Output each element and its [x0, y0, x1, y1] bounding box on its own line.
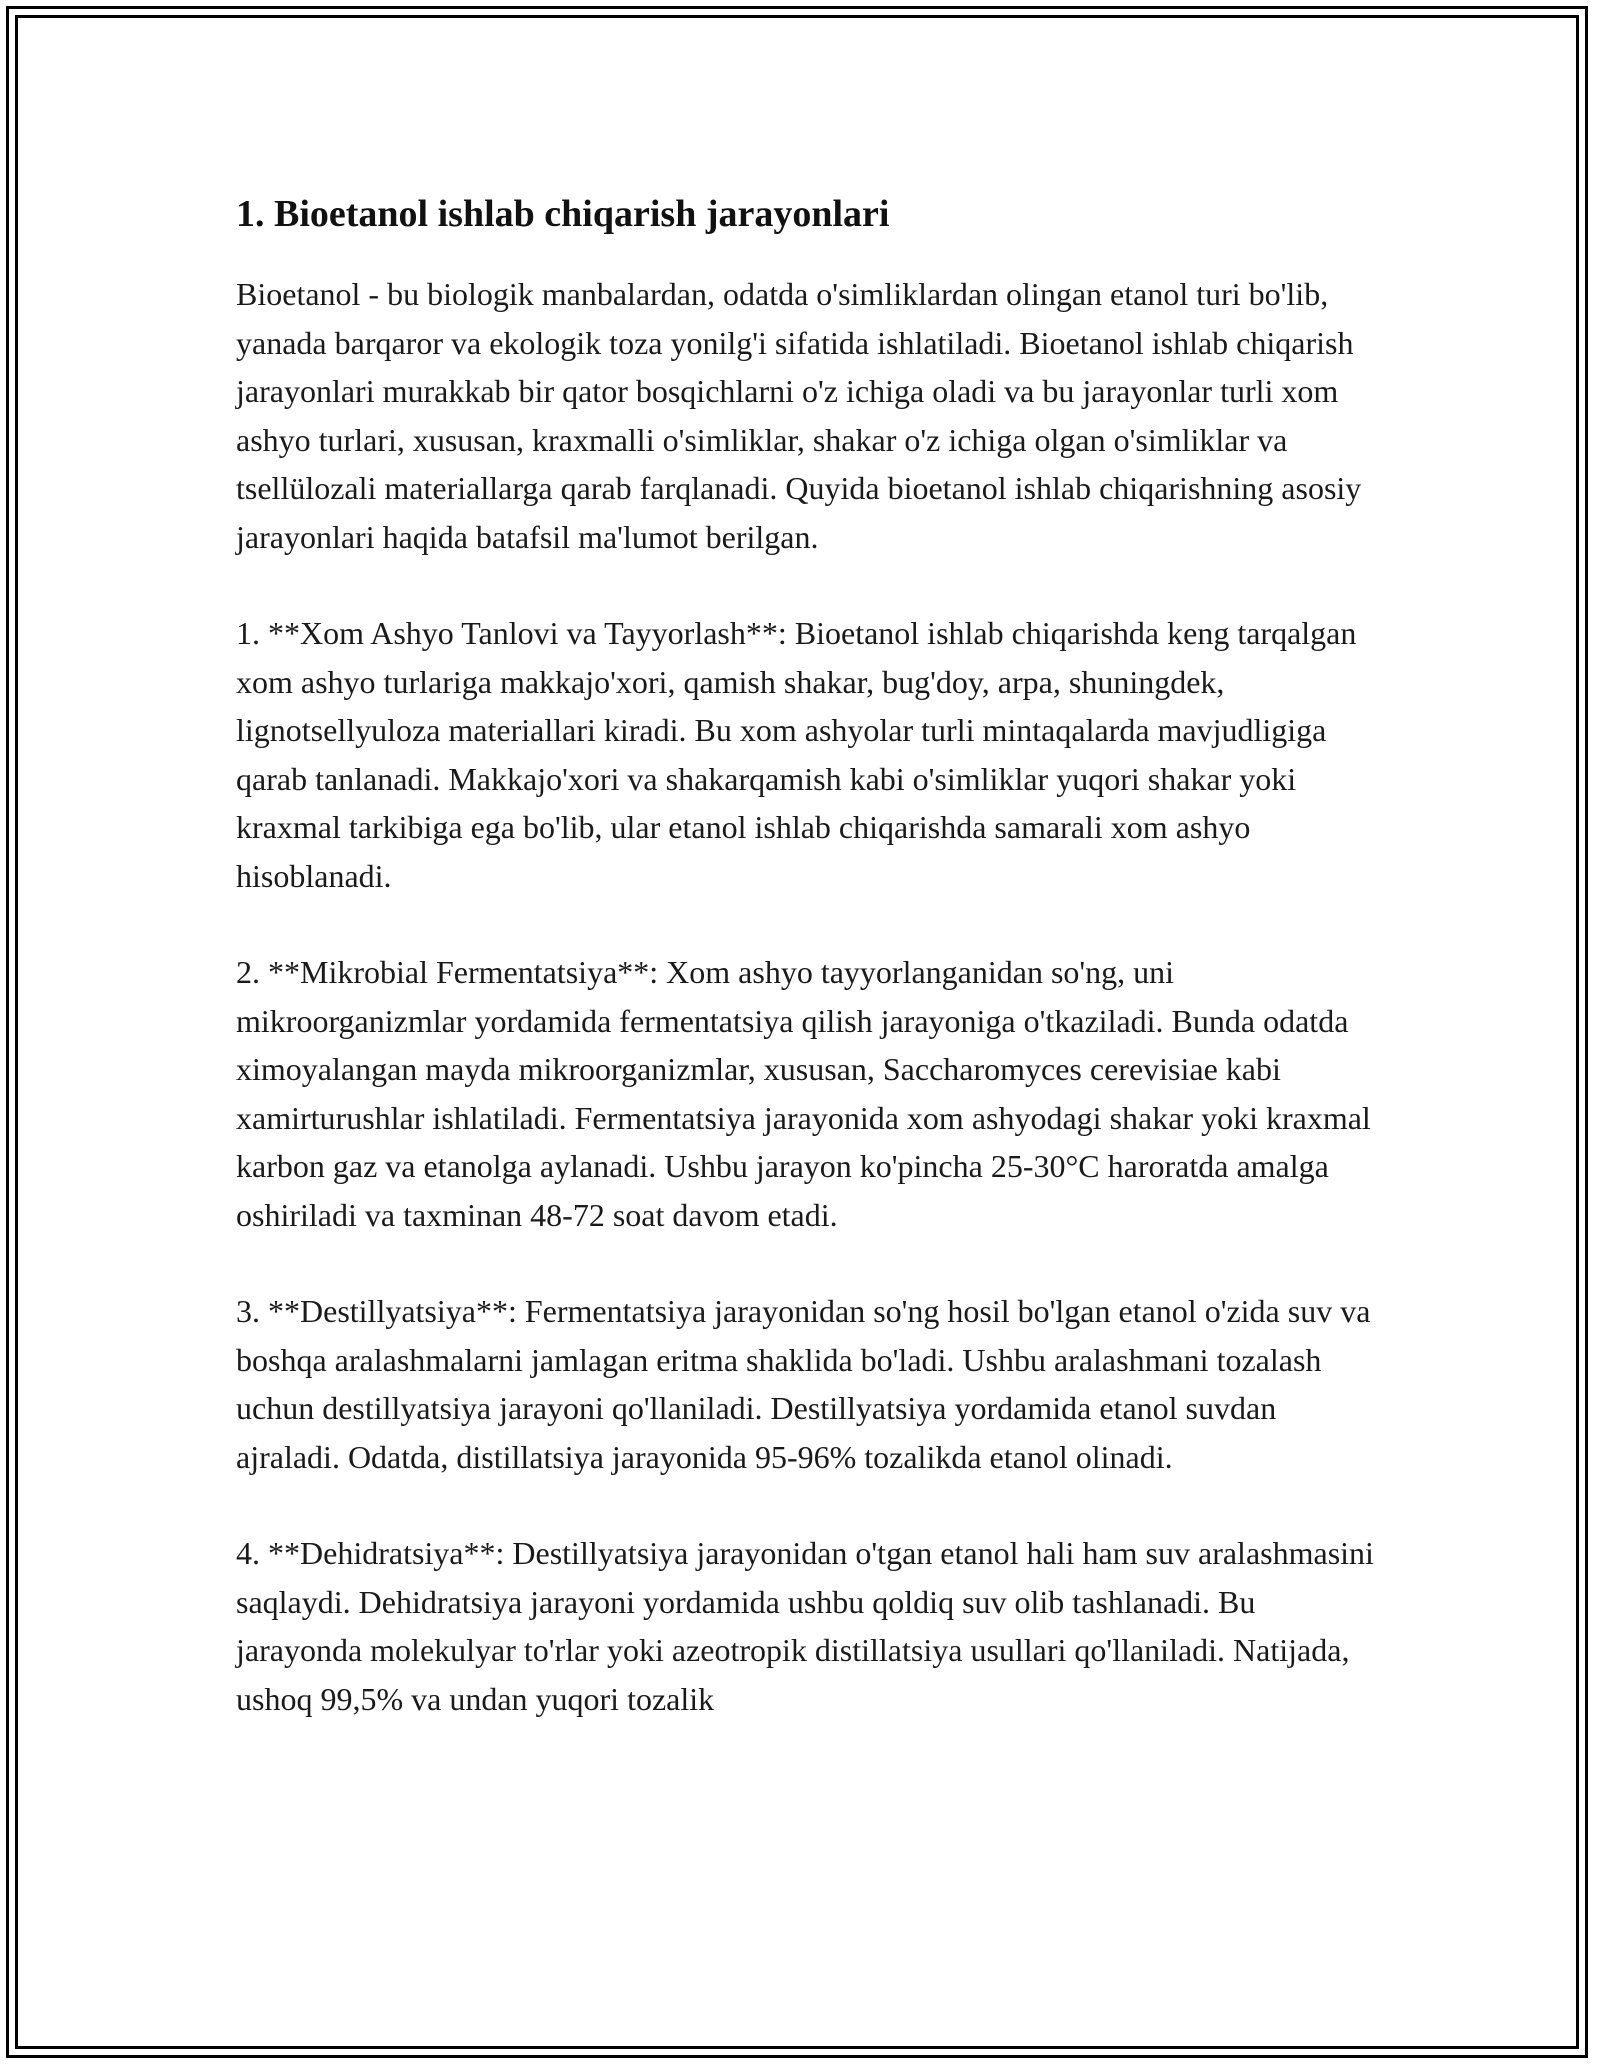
- paragraph-distillation: 3. **Destillyatsiya**: Fermentatsiya jarayonidan so'ng hosil bo'lgan etanol o'zida suv va boshqa aralashmalarni jamlagan eritma shaklida bo'ladi. Ushbu aralashmani tozalash uchun destillyatsiya jarayoni qo'llaniladi. Destillyatsiya yordamida etanol suvdan ajraladi. Odatda, distillatsiya jarayonida 95-96% tozalikda etanol olinadi.: [236, 1293, 1371, 1475]
- intro-paragraph: Bioetanol - bu biologik manbalardan, odatda o'simliklardan olingan etanol turi bo'lib, yanada barqaror va ekologik toza yonilg'i sifatida ishlatiladi. Bioetanol ishlab chiqarish jarayonlari murakkab bir qator bosqichlarni o'z ichiga oladi va bu jarayonlar turli xom ashyo turlari, xususan, kraxmalli o'simliklar, shakar o'z ichiga olgan o'simliklar va tsellülozali materiallarga qarab farqlanadi. Quyida bioetanol ishlab chiqarishning asosiy jarayonlari haqida batafsil ma'lumot berilgan.: [236, 276, 1362, 555]
- paragraph-fermentation: 2. **Mikrobial Fermentatsiya**: Xom ashyo tayyorlanganidan so'ng, uni mikroorganizmlar yordamida fermentatsiya qilish jarayoniga o'tkaziladi. Bunda odatda ximoyalangan mayda mikroorganizmlar, xususan, Saccharomyces cerevisiae kabi xamirturushlar ishlatiladi. Fermentatsiya jarayonida xom ashyodagi shakar yoki kraxmal karbon gaz va etanolga aylanadi. Ushbu jarayon ko'pincha 25-30°C haroratda amalga oshiriladi va taxminan 48-72 soat davom etadi.: [236, 954, 1371, 1233]
- document-body: [236, 186, 1376, 1771]
- paragraph-raw-material: 1. **Xom Ashyo Tanlovi va Tayyorlash**: Bioetanol ishlab chiqarishda keng tarqalgan xom ashyo turlariga makkajo'xori, qamish shakar, bug'doy, arpa, shuningdek, lignotsellyuloza materiallari kiradi. Bu xom ashyolar turli mintaqalarda mavjudligiga qarab tanlanadi. Makkajo'xori va shakarqamish kabi o'simliklar yuqori shakar yoki kraxmal tarkibiga ega bo'lib, ular etanol ishlab chiqarishda samarali xom ashyo hisoblanadi.: [236, 615, 1357, 894]
- paragraph-dehydration: 4. **Dehidratsiya**: Destillyatsiya jarayonidan o'tgan etanol hali ham suv aralashmasini saqlaydi. Dehidratsiya jarayoni yordamida ushbu qoldiq suv olib tashlanadi. Bu jarayonda molekulyar to'rlar yoki azeotropik distillatsiya usullari qo'llaniladi. Natijada, ushoq 99,5% va undan yuqori tozalik: [236, 1535, 1374, 1717]
- section-heading: 1. Bioetanol ishlab chiqarish jarayonlari: [236, 193, 890, 235]
